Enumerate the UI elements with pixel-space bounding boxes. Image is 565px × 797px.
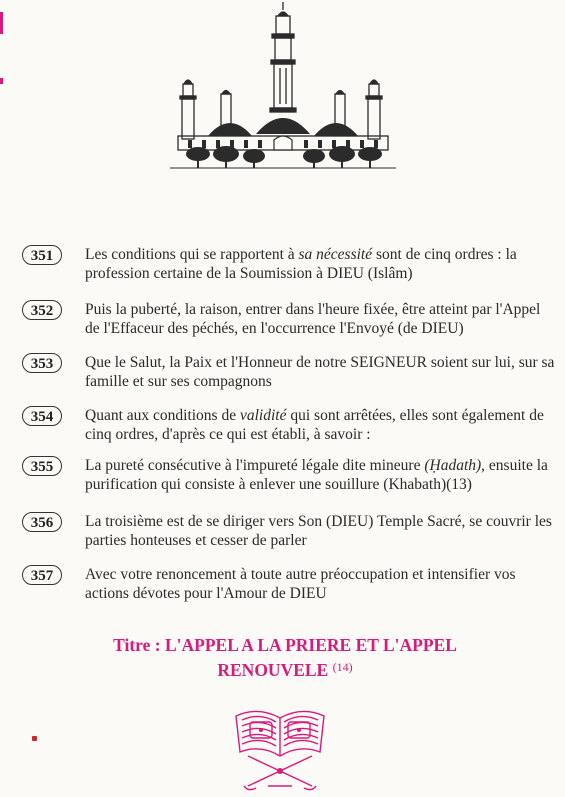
page-edge-mark <box>0 12 3 34</box>
footnote-ref: (14) <box>332 660 353 674</box>
verse-number-badge: 353 <box>22 353 62 373</box>
verse-number-badge: 356 <box>22 512 62 532</box>
verse-text: Les conditions qui se rapportent à sa nécessité sont de cinq ordres : la profession certaine de la Soumission à DIEU (Islâm) <box>85 246 517 282</box>
verse-number-badge: 355 <box>22 456 62 476</box>
verse-number-badge: 357 <box>22 565 62 585</box>
verse-text: Puis la puberté, la raison, entrer dans l'heure fixée, être atteint par l'Appel de l'Effaceur des péchés, en l'occurrence l'Envoyé (de DIEU) <box>85 301 541 337</box>
verse-number-badge: 351 <box>22 245 62 265</box>
page-edge-mark <box>0 78 3 84</box>
section-title-line-1: Titre : L'APPEL A LA PRIERE ET L'APPEL <box>113 635 457 655</box>
verse-text: La troisième est de se diriger vers Son (DIEU) Temple Sacré, se couvrir les parties honteuses et cesser de parler <box>85 513 552 549</box>
section-title-line-2: RENOUVELE $^{(14)}$ <box>217 660 353 680</box>
ink-speck <box>32 736 37 741</box>
verse-number-badge: 352 <box>22 300 62 320</box>
verse-text: La pureté consécutive à l'impureté légale dite mineure (Ḥadath), ensuite la purification qui consiste à enlever une souillure (Khabath)(13) <box>85 457 548 493</box>
verse-text: Avec votre renoncement à toute autre préoccupation et intensifier vos actions dévotes pour l'Amour de DIEU <box>85 566 516 602</box>
section-title <box>40 634 530 681</box>
verse-number-badge: 354 <box>22 406 62 426</box>
verse-text: Que le Salut, la Paix et l'Honneur de notre SEIGNEUR soient sur lui, sur sa famille et sur ses compagnons <box>85 354 555 390</box>
mosque-illustration-icon <box>168 2 398 174</box>
verse-text: Quant aux conditions de validité qui sont arrêtées, elles sont également de cinq ordres, d'après ce qui est établi, à savoir : <box>85 407 544 443</box>
open-book-on-stand-icon <box>228 702 332 794</box>
